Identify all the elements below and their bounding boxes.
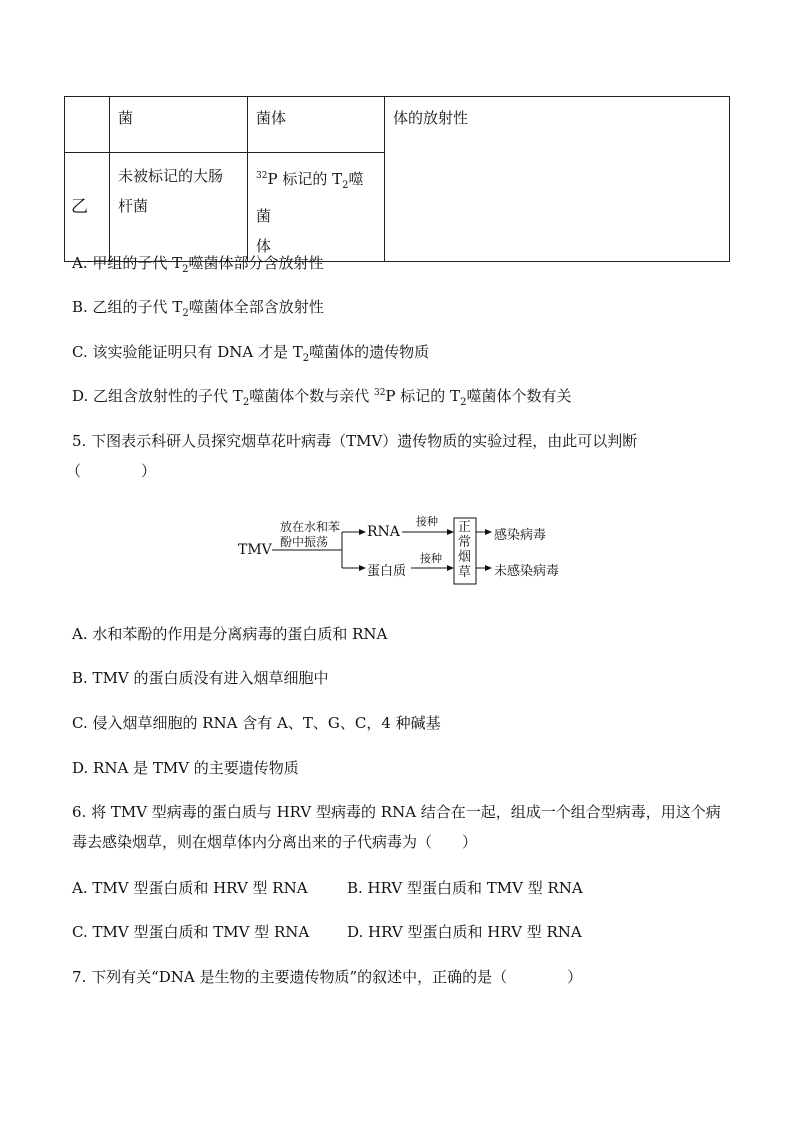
- tmv-label: TMV: [238, 542, 272, 558]
- q5-stem: 5. 下图表示科研人员探究烟草花叶病毒（TMV）遗传物质的实验过程，由此可以判断: [72, 432, 638, 450]
- inoculate-label: 接种: [420, 552, 442, 565]
- treatment-label: 放在水和苯: [280, 520, 341, 534]
- q6-option-d: D. HRV 型蛋白质和 HRV 型 RNA: [347, 923, 582, 941]
- q5-option-c: C. 侵入烟草细胞的 RNA 含有 A、T、G、C，4 种碱基: [72, 714, 441, 732]
- q4-option-c: C. 该实验能证明只有 DNA 才是 $T_2$噬菌体的遗传物质: [72, 343, 430, 364]
- cell-line: 杆菌: [118, 197, 149, 215]
- q5-option-b: B. TMV 的蛋白质没有进入烟草细胞中: [72, 669, 329, 687]
- table-cell: 体的放射性: [385, 97, 730, 262]
- table-cell: 菌体: [248, 97, 385, 153]
- q6-option-b: B. HRV 型蛋白质和 TMV 型 RNA: [347, 879, 583, 897]
- result-label: 感染病毒: [494, 528, 547, 543]
- answer-blank: （ ）: [66, 462, 157, 480]
- tobacco-box-label: 正 常 烟 草: [458, 520, 472, 580]
- q6-stem: 6. 将 TMV 型病毒的蛋白质与 HRV 型病毒的 RNA 结合在一起，组成一个组合型病毒，用这个病: [72, 803, 721, 821]
- tmv-experiment-diagram: [236, 510, 576, 590]
- q5-option-d: D. RNA 是 TMV 的主要遗传物质: [72, 759, 299, 777]
- table-cell: [110, 153, 248, 262]
- cell-line: 体: [256, 237, 272, 255]
- table-cell: 乙: [65, 153, 110, 262]
- table-cell: 菌: [110, 97, 248, 153]
- result-label: 未感染病毒: [494, 564, 560, 579]
- table-row: [65, 97, 730, 153]
- protein-label: 蛋白质: [367, 564, 407, 579]
- q4-option-b: B. 乙组的子代 $T_2$噬菌体全部含放射性: [72, 298, 324, 319]
- cell-line: 未被标记的大肠: [118, 167, 224, 185]
- inoculate-label: 接种: [416, 515, 438, 528]
- q4-option-d: D. 乙组含放射性的子代 $T_2$噬菌体个数与亲代 $^{32}$P 标记的 $T_2$噬菌体个数有关: [72, 387, 572, 408]
- q4-option-a: A. 甲组的子代 $T_2$噬菌体部分含放射性: [72, 254, 324, 275]
- rna-label: RNA: [367, 524, 400, 540]
- table-cell: [248, 153, 385, 262]
- q6-option-c: C. TMV 型蛋白质和 TMV 型 RNA: [72, 923, 310, 941]
- q6-stem: 毒去感染烟草，则在烟草体内分离出来的子代病毒为（ ）: [72, 833, 478, 851]
- experiment-table: [64, 96, 730, 262]
- q7-stem: 7. 下列有关“DNA 是生物的主要遗传物质”的叙述中，正确的是（ ）: [72, 968, 583, 986]
- treatment-label: 酚中振荡: [280, 535, 329, 549]
- table-cell: [65, 97, 110, 153]
- cell-line: $^{32}$P 标记的 $T_2$噬菌: [256, 170, 364, 225]
- q5-option-a: A. 水和苯酚的作用是分离病毒的蛋白质和 RNA: [72, 625, 388, 643]
- q6-option-a: A. TMV 型蛋白质和 HRV 型 RNA: [72, 879, 308, 897]
